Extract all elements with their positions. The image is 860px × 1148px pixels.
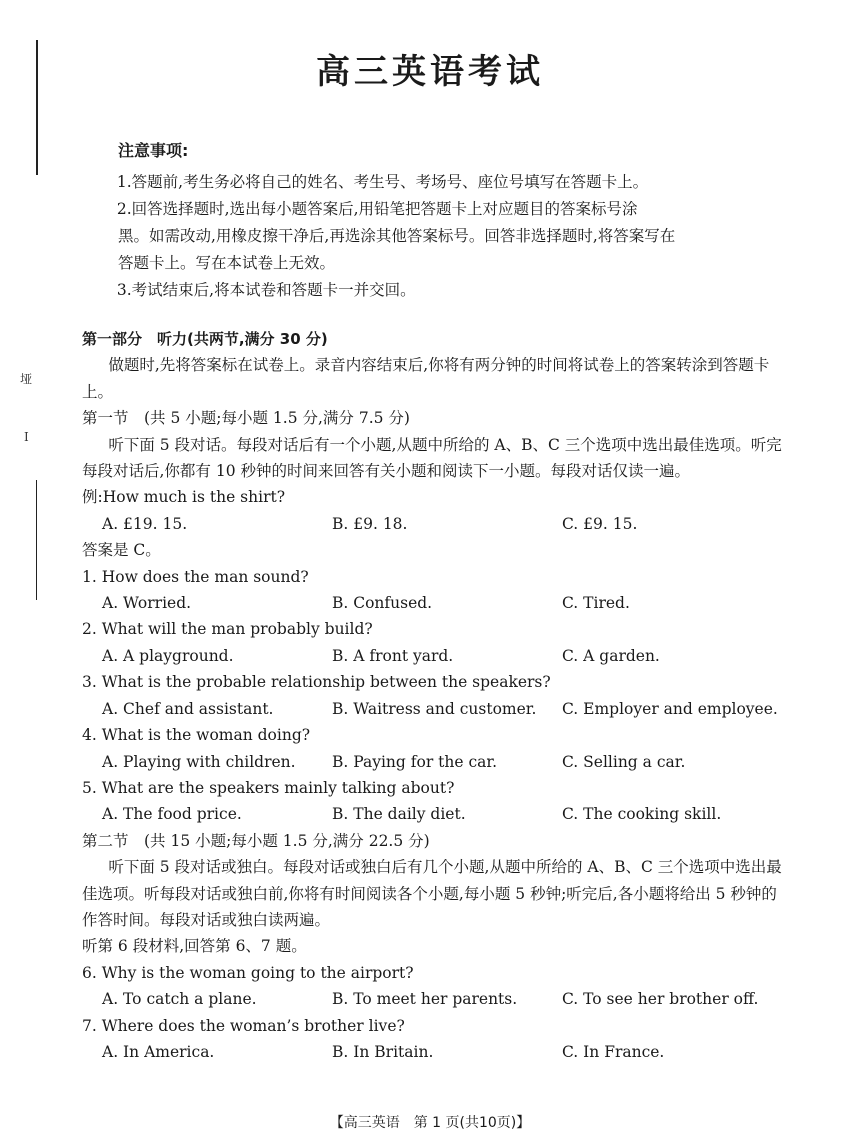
question: 6. Why is the woman going to the airport? — [82, 963, 414, 982]
option-b: B. Waitress and customer. — [332, 699, 537, 718]
option-c: C. In France. — [562, 1042, 665, 1061]
notice-item: 1.答题前,考生务必将自己的姓名、考生号、考场号、座位号填写在答题卡上。 — [116, 173, 649, 191]
part-intro: 做题时,先将答案标在试卷上。录音内容结束后,你将有两分钟的时间将试卷上的答案转涂到答题卡上。 — [82, 356, 770, 401]
option-c: C. The cooking skill. — [562, 805, 722, 824]
option-c: C. £9. 15. — [562, 514, 638, 533]
section-intro: 听下面 5 段对话或独白。每段对话或独白后有几个小题,从题中所给的 A、B、C 三个选项中选出最佳选项。听每段对话或独白前,你将有时间阅读各个小题,每小题 5 秒钟;听完后,各小题将给出 5 秒钟的作答时间。每段对话或独白读两遍。 — [82, 858, 782, 929]
option-c: C. A garden. — [562, 646, 660, 665]
page-title: 高三英语考试 — [316, 52, 544, 92]
margin-mark: I — [24, 430, 29, 444]
option-a: A. £19. 15. — [102, 514, 188, 533]
question-options — [82, 801, 782, 827]
question: 4. What is the woman doing? — [82, 726, 311, 745]
question-options — [82, 643, 782, 669]
option-a: A. Chef and assistant. — [102, 699, 274, 718]
question: 7. Where does the woman’s brother live? — [82, 1016, 405, 1035]
option-b: B. In Britain. — [332, 1042, 434, 1061]
notice-item: 黑。如需改动,用橡皮擦干净后,再选涂其他答案标号。回答非选择题时,将答案写在 — [118, 227, 676, 245]
margin-mark: 垭 — [20, 372, 33, 386]
option-a: A. Playing with children. — [102, 752, 296, 771]
option-b: B. To meet her parents. — [332, 990, 518, 1009]
example-question: 例:How much is the shirt? — [82, 488, 286, 507]
option-a: A. A playground. — [102, 646, 234, 665]
notice-title: 注意事项: — [118, 141, 189, 160]
option-a: A. To catch a plane. — [102, 990, 257, 1009]
option-c: C. Employer and employee. — [562, 699, 778, 718]
question-options — [82, 986, 782, 1012]
option-b: B. Confused. — [332, 594, 433, 613]
question: 2. What will the man probably build? — [82, 620, 373, 639]
notice-item: 2.回答选择题时,选出每小题答案后,用铅笔把答题卡上对应题目的答案标号涂 — [116, 200, 638, 218]
option-c: C. Tired. — [562, 594, 630, 613]
option-b: B. The daily diet. — [332, 805, 466, 824]
question: 1. How does the man sound? — [82, 567, 309, 586]
part-heading: 第一部分 听力(共两节,满分 30 分) — [82, 330, 328, 348]
notice-item: 3.考试结束后,将本试卷和答题卡一并交回。 — [116, 281, 416, 299]
question-options — [82, 696, 782, 722]
binding-line-lower — [36, 480, 37, 600]
option-c: C. To see her brother off. — [562, 990, 759, 1009]
option-b: B. Paying for the car. — [332, 752, 498, 771]
option-b: B. A front yard. — [332, 646, 454, 665]
option-a: A. Worried. — [102, 594, 192, 613]
option-c: C. Selling a car. — [562, 752, 686, 771]
question-options — [82, 590, 782, 616]
page-footer: 【高三英语 第 1 页(共10页)】 — [329, 1115, 531, 1131]
example-answer: 答案是 C。 — [82, 541, 161, 560]
question: 3. What is the probable relationship between the speakers? — [82, 673, 551, 692]
section-intro: 听下面 5 段对话。每段对话后有一个小题,从题中所给的 A、B、C 三个选项中选出最佳选项。听完每段对话后,你都有 10 秒钟的时间来回答有关小题和阅读下一小题。每段对话仅读一遍。 — [82, 435, 782, 481]
option-a: A. In America. — [102, 1042, 215, 1061]
material-instruction: 听第 6 段材料,回答第 6、7 题。 — [82, 937, 307, 956]
notice-block — [82, 138, 772, 304]
option-b: B. £9. 18. — [332, 514, 408, 533]
question-options — [82, 749, 782, 775]
exam-content — [82, 326, 782, 1065]
example-options — [82, 511, 782, 537]
option-a: A. The food price. — [102, 805, 242, 824]
section-heading: 第二节 (共 15 小题;每小题 1.5 分,满分 22.5 分) — [82, 831, 430, 850]
question: 5. What are the speakers mainly talking about? — [82, 778, 455, 797]
question-options — [82, 1039, 782, 1065]
section-heading: 第一节 (共 5 小题;每小题 1.5 分,满分 7.5 分) — [82, 409, 410, 428]
notice-item: 答题卡上。写在本试卷上无效。 — [118, 254, 336, 272]
